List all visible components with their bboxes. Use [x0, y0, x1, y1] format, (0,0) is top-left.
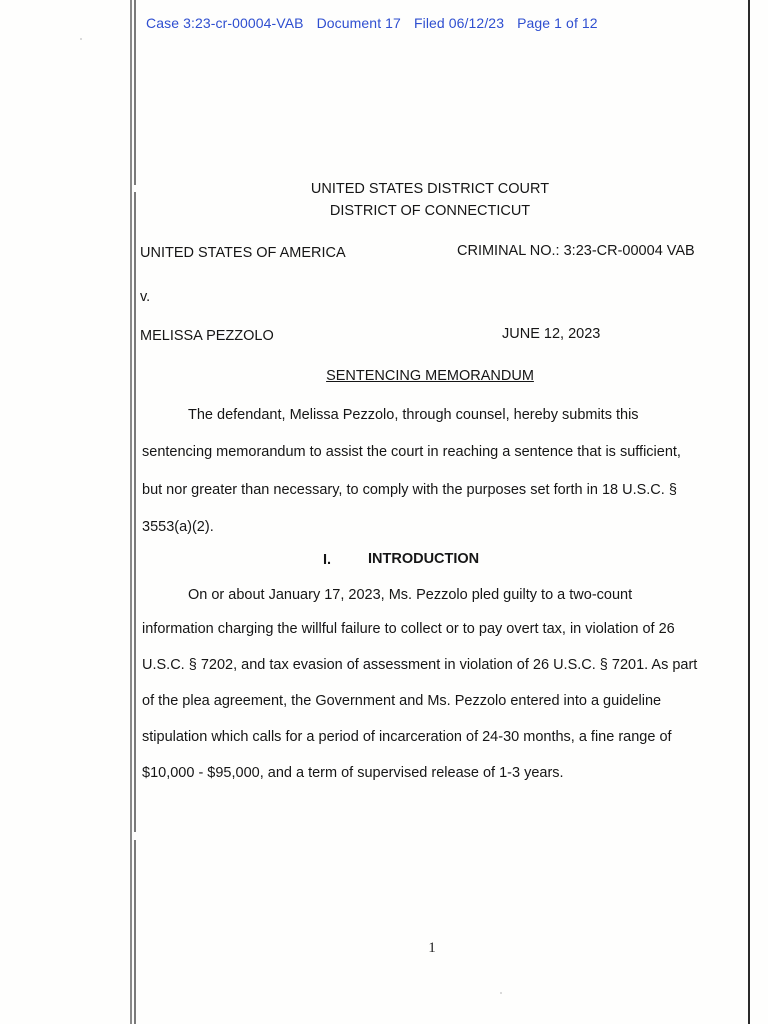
stamp-filed-date: Filed 06/12/23	[413, 15, 505, 31]
section-heading: INTRODUCTION	[368, 551, 480, 567]
document-title: SENTENCING MEMORANDUM	[326, 368, 534, 384]
caption-defendant: MELISSA PEZZOLO	[140, 328, 274, 344]
paragraph-line: of the plea agreement, the Government and Ms. Pezzolo entered into a guideline	[142, 693, 662, 709]
scan-margin-line	[134, 840, 136, 1024]
scan-margin-line	[134, 192, 136, 832]
scan-right-edge-line	[748, 0, 750, 1024]
caption-date: JUNE 12, 2023	[502, 326, 601, 342]
caption-plaintiff: UNITED STATES OF AMERICA	[140, 245, 346, 261]
stamp-document-number: Document 17	[316, 15, 401, 31]
paragraph-line: $10,000 - $95,000, and a term of supervised release of 1-3 years.	[142, 765, 564, 781]
scan-speck	[80, 38, 82, 40]
paragraph-line: U.S.C. § 7202, and tax evasion of assessment in violation of 26 U.S.C. § 7201. As part	[142, 657, 698, 673]
paragraph-line: On or about January 17, 2023, Ms. Pezzolo pled guilty to a two-count	[188, 587, 633, 603]
court-name: UNITED STATES DISTRICT COURT	[310, 181, 550, 197]
caption-versus: v.	[140, 289, 151, 305]
scan-margin-line	[130, 0, 132, 1024]
scan-speck	[500, 992, 502, 994]
ecf-header-stamp	[146, 15, 607, 31]
paragraph-line: information charging the willful failure to collect or to pay overt tax, in violation of 26	[142, 621, 675, 637]
court-district: DISTRICT OF CONNECTICUT	[329, 203, 531, 219]
paragraph-line: The defendant, Melissa Pezzolo, through counsel, hereby submits this	[188, 407, 639, 423]
paragraph-line: stipulation which calls for a period of incarceration of 24-30 months, a fine range of	[142, 729, 672, 745]
section-numeral: I.	[323, 552, 332, 568]
caption-criminal-number: CRIMINAL NO.: 3:23-CR-00004 VAB	[457, 243, 695, 259]
paragraph-line: but nor greater than necessary, to comply with the purposes set forth in 18 U.S.C. §	[142, 482, 677, 498]
stamp-case-number: Case 3:23-cr-00004-VAB	[146, 15, 304, 31]
scan-margin-line	[134, 0, 136, 185]
stamp-page-count: Page 1 of 12	[517, 15, 598, 31]
paragraph-line: sentencing memorandum to assist the court in reaching a sentence that is sufficient,	[142, 444, 681, 460]
page-number: 1	[428, 940, 436, 956]
paragraph-line: 3553(a)(2).	[142, 519, 214, 535]
